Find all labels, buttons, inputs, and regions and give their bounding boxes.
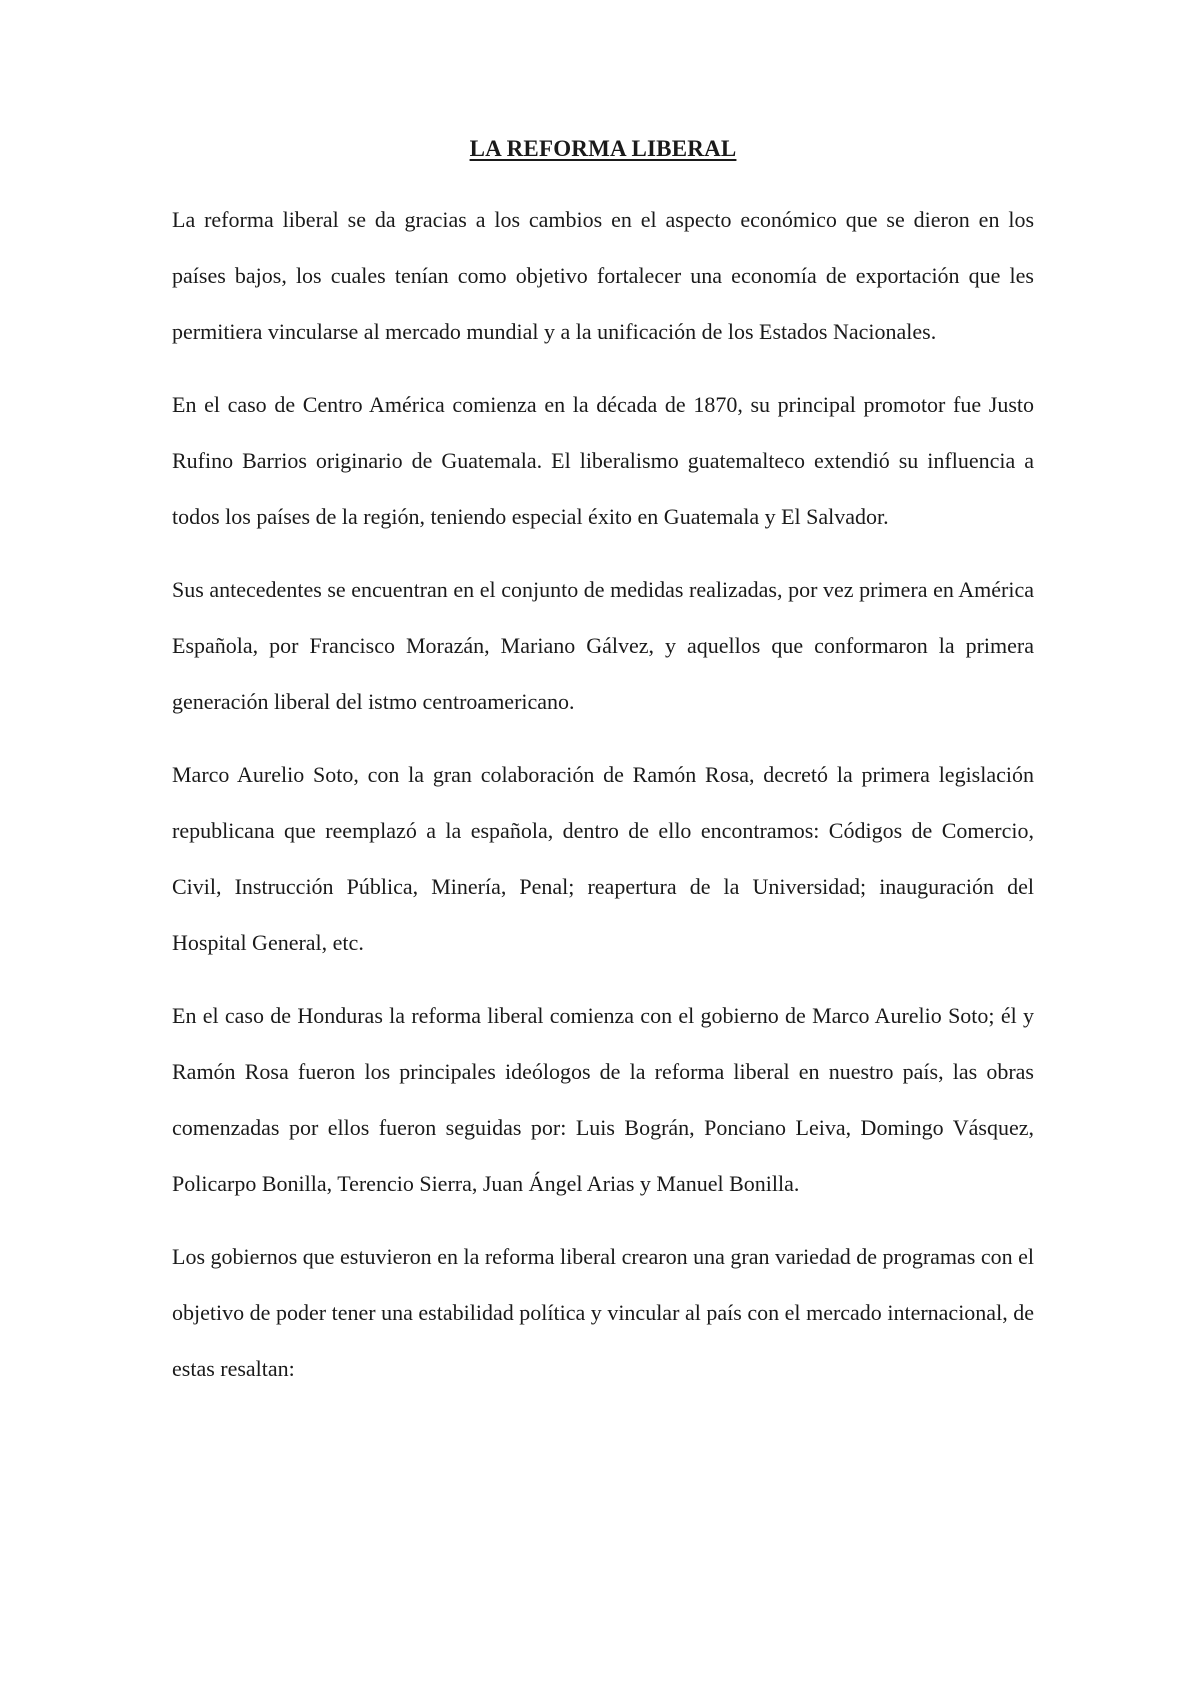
paragraph-4: Marco Aurelio Soto, con la gran colaboración de Ramón Rosa, decretó la primera legislación republicana que reemplazó a la española, dentro de ello encontramos: Códigos de Comercio, Civil, Instrucción Pública, Minería, Penal; reapertura de la Universidad; inauguración del Hospital General, etc. <box>172 762 1034 955</box>
paragraph-2: En el caso de Centro América comienza en la década de 1870, su principal promotor fue Justo Rufino Barrios originario de Guatemala. El liberalismo guatemalteco extendió su influencia a todos los países de la región, teniendo especial éxito en Guatemala y El Salvador. <box>172 392 1034 529</box>
paragraph-1: La reforma liberal se da gracias a los cambios en el aspecto económico que se dieron en los países bajos, los cuales tenían como objetivo fortalecer una economía de exportación que les permitiera vincularse al mercado mundial y a la unificación de los Estados Nacionales. <box>172 207 1034 344</box>
paragraph-5: En el caso de Honduras la reforma liberal comienza con el gobierno de Marco Aurelio Soto; él y Ramón Rosa fueron los principales ideólogos de la reforma liberal en nuestro país, las obras comenzadas por ellos fueron seguidas por: Luis Bográn, Ponciano Leiva, Domingo Vásquez, Policarpo Bonilla, Terencio Sierra, Juan Ángel Arias y Manuel Bonilla. <box>172 1003 1034 1196</box>
document-page <box>172 136 1034 1414</box>
paragraph-6: Los gobiernos que estuvieron en la reforma liberal crearon una gran variedad de programas con el objetivo de poder tener una estabilidad política y vincular al país con el mercado internacional, de estas resaltan: <box>172 1244 1034 1381</box>
paragraph-3: Sus antecedentes se encuentran en el conjunto de medidas realizadas, por vez primera en América Española, por Francisco Morazán, Mariano Gálvez, y aquellos que conformaron la primera generación liberal del istmo centroamericano. <box>172 577 1034 714</box>
document-title: LA REFORMA LIBERAL <box>469 136 737 161</box>
